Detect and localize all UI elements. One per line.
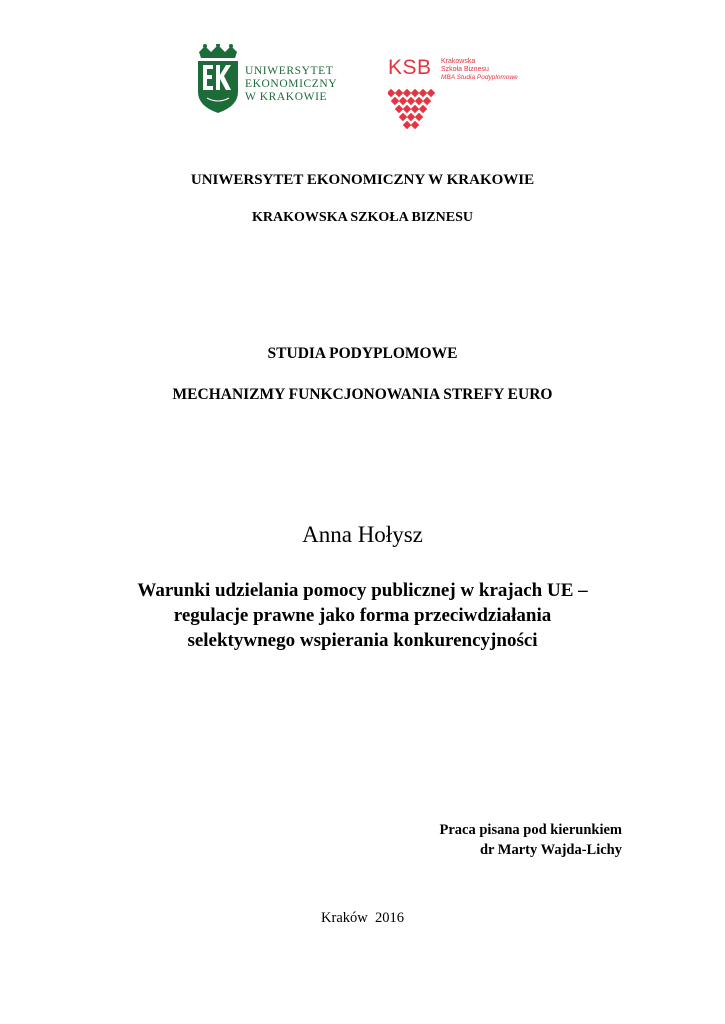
ksb-sub-line-2: Szkoła Biznesu [441,66,489,73]
ksb-subtitle [441,58,518,82]
school-name: KRAKOWSKA SZKOŁA BIZNESU [252,210,473,225]
uek-line-1: UNIWERSYTET [245,65,334,77]
thesis-title-line-2: regulacje prawne jako forma przeciwdziałania [173,605,552,626]
university-name: UNIWERSYTET EKONOMICZNY W KRAKOWIE [190,172,535,188]
thesis-title-line-1: Warunki udzielania pomocy publicznej w krajach UE – [137,580,588,601]
ksb-logo [388,56,528,134]
uek-line-2: EKONOMICZNY [245,78,338,90]
place-date: Kraków 2016 [321,910,404,926]
uek-logo-text [245,65,337,104]
program-name: MECHANIZMY FUNKCJONOWANIA STREFY EURO [172,386,553,403]
supervisor-line-2: dr Marty Wajda-Lichy [479,842,622,858]
program-type: STUDIA PODYPLOMOWE [267,345,458,362]
ksb-letters: KSB [388,56,432,79]
thesis-title [0,578,725,653]
thesis-title-line-3: selektywnego wspierania konkurencyjności [187,630,538,651]
uek-line-3: W KRAKOWIE [245,91,328,103]
author-name: Anna Hołysz [302,522,423,547]
ksb-sub-italic: MBA Studia Podyplomowe [441,74,518,81]
diamond-grid-logo-icon [388,86,436,132]
uek-logo [193,44,353,114]
supervisor-block [440,820,622,860]
supervisor-line-1: Praca pisana pod kierunkiem [439,822,622,838]
ksb-sub-line-1: Krakowska [441,58,476,65]
crown-shield-logo-icon [193,44,243,114]
